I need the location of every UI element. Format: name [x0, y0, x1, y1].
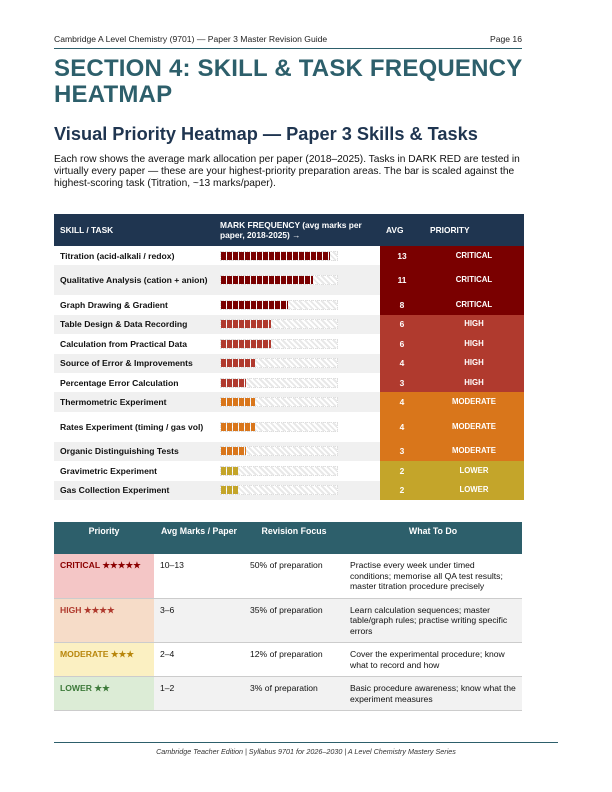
- what-to-do: Practise every week under timed conditions; memorise all QA test results; master titration procedure precisely: [344, 554, 522, 598]
- frequency-bar-cell: [214, 442, 380, 461]
- frequency-bar-track: [220, 397, 338, 407]
- page-footer: Cambridge Teacher Edition | Syllabus 9701 for 2026–2030 | A Level Chemistry Mastery Series: [156, 747, 456, 756]
- page-number: Page 16: [489, 34, 522, 44]
- frequency-bar-fill: [221, 423, 255, 431]
- task-name: Gravimetric Experiment: [60, 465, 157, 476]
- heatmap-row: [54, 246, 524, 265]
- avg-value: 13: [380, 246, 424, 265]
- task-name: Calculation from Practical Data: [60, 338, 188, 349]
- heatmap-row: [54, 373, 524, 392]
- avg-value: 3: [380, 373, 424, 392]
- what-to-do: Learn calculation sequences; master table/graph rules; practise writing specific errors: [344, 598, 522, 643]
- guide-row: [54, 677, 522, 711]
- heatmap-row: [54, 295, 524, 314]
- avg-marks: 1–2: [154, 677, 244, 711]
- subsection-title: Visual Priority Heatmap — Paper 3 Skills & Tasks: [54, 124, 478, 144]
- col-revision-focus: Revision Focus: [244, 522, 344, 554]
- heatmap-body: [54, 246, 524, 500]
- priority-level: HIGH ★★★★: [54, 598, 154, 643]
- header-title: Cambridge A Level Chemistry (9701) — Paper 3 Master Revision Guide: [54, 34, 328, 44]
- col-what-to-do: What To Do: [344, 522, 522, 554]
- guide-header-row: [54, 522, 522, 554]
- frequency-bar-cell: [214, 373, 380, 392]
- revision-focus: 35% of preparation: [244, 598, 344, 643]
- col-avg: AVG: [380, 214, 424, 246]
- frequency-bar-fill: [221, 359, 255, 367]
- heatmap-row: [54, 412, 524, 442]
- task-name: Thermometric Experiment: [54, 392, 214, 411]
- header-rule: [54, 48, 522, 49]
- frequency-bar-track: [220, 358, 338, 368]
- guide-row: [54, 554, 522, 598]
- frequency-bar-fill: [221, 379, 246, 387]
- frequency-bar-cell: [214, 295, 380, 314]
- guide-row: [54, 598, 522, 643]
- avg-value: 4: [380, 354, 424, 373]
- priority-badge: HIGH: [424, 354, 524, 373]
- avg-value: 4: [380, 392, 424, 411]
- frequency-bar-cell: [214, 315, 380, 334]
- task-name: Percentage Error Calculation: [60, 377, 179, 388]
- section-title: SECTION 4: SKILL & TASK FREQUENCY HEATMAP: [54, 55, 522, 108]
- col-skill-task: SKILL / TASK: [54, 214, 214, 246]
- task-name: Titration (acid-alkali / redox): [60, 250, 175, 261]
- frequency-bar-track: [220, 485, 338, 495]
- task-name: Qualitative Analysis (cation + anion): [54, 265, 214, 295]
- priority-level: CRITICAL ★★★★★: [54, 554, 154, 598]
- heatmap-table: [54, 214, 524, 500]
- priority-badge: HIGH: [424, 334, 524, 353]
- frequency-bar-track: [220, 300, 338, 310]
- heatmap-row: [54, 392, 524, 411]
- what-to-do: Cover the experimental procedure; know what to record and how: [344, 643, 522, 677]
- heatmap-row: [54, 354, 524, 373]
- heatmap-row: [54, 265, 524, 295]
- avg-value: 6: [380, 334, 424, 353]
- task-name: Graph Drawing & Gradient: [60, 300, 168, 311]
- what-to-do: Basic procedure awareness; know what the experiment measures: [344, 677, 522, 711]
- priority-guide-table: [54, 522, 522, 711]
- frequency-bar-fill: [221, 467, 238, 475]
- avg-value: 3: [380, 442, 424, 461]
- col-mark-frequency: MARK FREQUENCY (avg marks per paper, 2018-2025) →: [214, 214, 380, 246]
- avg-value: 2: [380, 461, 424, 480]
- frequency-bar-cell: [214, 334, 380, 353]
- heatmap-row: [54, 334, 524, 353]
- revision-focus: 3% of preparation: [244, 677, 344, 711]
- avg-marks: 10–13: [154, 554, 244, 598]
- avg-value: 2: [380, 481, 424, 500]
- frequency-bar-fill: [221, 398, 255, 406]
- priority-badge: CRITICAL: [424, 265, 524, 295]
- frequency-bar-cell: [214, 354, 380, 373]
- frequency-bar-cell: [214, 246, 380, 265]
- guide-row: [54, 643, 522, 677]
- avg-marks: 2–4: [154, 643, 244, 677]
- frequency-bar-fill: [221, 340, 271, 348]
- frequency-bar-cell: [214, 412, 380, 442]
- frequency-bar-cell: [214, 461, 380, 480]
- intro-paragraph: Each row shows the average mark allocation per paper (2018–2025). Tasks in DARK RED are tested in virtually every paper — these are your highest-priority preparation areas. The bar is scaled against the highest-scoring task (Titration, ~13 marks/paper).: [54, 154, 520, 190]
- avg-value: 8: [380, 295, 424, 314]
- heatmap-row: [54, 442, 524, 461]
- frequency-bar-track: [220, 446, 338, 456]
- frequency-bar-cell: [214, 265, 380, 295]
- running-header: [54, 34, 522, 44]
- priority-badge: CRITICAL: [424, 246, 524, 265]
- frequency-bar-track: [220, 422, 338, 432]
- task-name: Source of Error & Improvements: [54, 354, 214, 373]
- priority-badge: MODERATE: [424, 442, 524, 461]
- priority-badge: MODERATE: [424, 412, 524, 442]
- priority-badge: HIGH: [424, 373, 524, 392]
- frequency-bar-track: [220, 466, 338, 476]
- priority-badge: HIGH: [424, 315, 524, 334]
- frequency-bar-track: [220, 275, 338, 285]
- priority-level: LOWER ★★: [54, 677, 154, 711]
- frequency-bar-track: [220, 378, 338, 388]
- frequency-bar-fill: [221, 447, 246, 455]
- frequency-bar-fill: [221, 252, 330, 260]
- revision-focus: 12% of preparation: [244, 643, 344, 677]
- col-priority-level: Priority: [54, 522, 154, 554]
- frequency-bar-cell: [214, 392, 380, 411]
- frequency-bar-track: [220, 319, 338, 329]
- heatmap-row: [54, 461, 524, 480]
- task-name: Organic Distinguishing Tests: [54, 442, 214, 461]
- footer-rule: [54, 742, 558, 743]
- heatmap-row: [54, 481, 524, 500]
- task-name: Table Design & Data Recording: [54, 315, 214, 334]
- avg-value: 4: [380, 412, 424, 442]
- revision-focus: 50% of preparation: [244, 554, 344, 598]
- guide-body: [54, 554, 522, 711]
- col-avg-marks: Avg Marks / Paper: [154, 522, 244, 554]
- task-name: Rates Experiment (timing / gas vol): [60, 421, 204, 432]
- avg-value: 6: [380, 315, 424, 334]
- priority-badge: MODERATE: [424, 392, 524, 411]
- avg-marks: 3–6: [154, 598, 244, 643]
- frequency-bar-fill: [221, 486, 238, 494]
- heatmap-header-row: [54, 214, 524, 246]
- frequency-bar-cell: [214, 481, 380, 500]
- frequency-bar-fill: [221, 301, 288, 309]
- task-name: Gas Collection Experiment: [54, 481, 214, 500]
- priority-badge: LOWER: [424, 481, 524, 500]
- frequency-bar-fill: [221, 320, 271, 328]
- frequency-bar-track: [220, 339, 338, 349]
- priority-badge: CRITICAL: [424, 295, 524, 314]
- priority-level: MODERATE ★★★: [54, 643, 154, 677]
- avg-value: 11: [380, 265, 424, 295]
- frequency-bar-track: [220, 251, 338, 261]
- col-priority: PRIORITY: [424, 214, 524, 246]
- frequency-bar-fill: [221, 276, 313, 284]
- priority-badge: LOWER: [424, 461, 524, 480]
- heatmap-row: [54, 315, 524, 334]
